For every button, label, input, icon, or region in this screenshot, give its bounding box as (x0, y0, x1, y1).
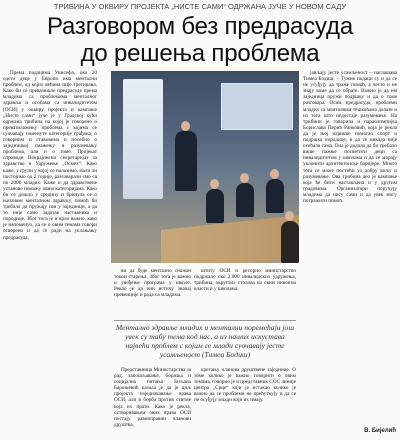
article-paragraph: кретању чланова друштвене заједнице. О томе колико је важно говорити о овим темама, говорио је и представник СОС линије центра „Срце“ који је истакао колико је важно да се проблеми не прећуткују и да се не осуђују млади који их имају. (194, 367, 296, 404)
seated-person-head (285, 211, 294, 221)
article-column-3-bottom (194, 367, 296, 429)
article-paragraph: јављају јесте усамљеност – наглашава Тимеа Бодиш. – Тужно подаци су и да се не усуђују да траже помоћ, а често и не знају коме да се обрате. Важно је да им заједница пружи подршку и да о томе разговара. Осим предрасуда, проблеми младих са менталним тешкоћама долазе и из тога што недостаје разумевање. На трибини је говорила и параолимпијка Борислава Перић Ранковић, која је рекла да је њој највише помогао спорт и подршка породице, и да се никада није осећала сама. Она је додала да би требало више пажње посветити деци са инвалидитетом у школама и да се морају уклонити архитектонске баријере. Много тога се може постићи уз добру вољу и разумевање. Ова трибина део је кампање која ће бити настављена и у другим градовима. Организатори поручују младима да нису сами и да увек могу потражити помоћ. (303, 70, 397, 204)
article-column-2-bottom (114, 367, 191, 429)
article-paragraph: Представница Министарства за рад, запошљавање, борачка и социјална питања Биљана Барошевић казала је да је циљ пројекта изједначавање права ОСИ, али и борба против стигме која их прати. Како је рекла, остваривањем ових права ОСИ постају равноправни чланови друштва. (114, 367, 191, 428)
seated-person (281, 221, 299, 263)
pull-quote: Ментално здравље младих и ментални поремећаји још увек су табу тема код нас, а из наших искустава највећи проблем с којим се млади суочавају јесте усамљеност (Тимеа Бодиш) (114, 320, 296, 367)
article-paragraph: Према подацима Унисефа, око 20 одсто деце у Европи има ментални проблем, од којих већина није третирана. Како би се превазишле предрасуде према младима са проблемима менталног здравља и особама са инвалидитетом (ОСИ) у оквиру пројекта и кампање „Нисте сами“ јуче је у Градској кући одржана трибина на којој је говорено о превазилажењу проблема с којима се суочавају поменуте категорије грађана, о говорним и ставовима и посебно о заједничкој смањењу и разумевању проблема, али и о томе. Пројекат спроводи Покрајински секретаријат за здравство и Удружење „Осмех“. Како каже, у групи у којој се налазимо, мали ли постојимо од 2 годије, разговарали смо са по 2000 младих. Каже и да здравствене установе помажу овим категоријама. Како би се дошло у средину и бринула се о њиховом менталном здрављу, помоћ би требало да пружају сви у заједници, а да то није само задатак наставника и породице. Због тога је и врло важно, како је напоменуо, да се о овим темама говори отворено и да се ради на уклањању предрасуда. (3, 70, 97, 241)
article-paragraph: штиту ОСИ и ресорно министарство подржало око 2.000 инвалидских удружења, трибина, округлих столова на свим нивоима власти и у школама. (194, 268, 296, 293)
article-column-2-top (114, 268, 191, 316)
speaker-head (181, 121, 190, 131)
article-column-4 (303, 70, 397, 422)
seated-person-head (240, 173, 249, 183)
article-photo (111, 71, 299, 263)
seated-person-head (210, 179, 219, 189)
seated-person (266, 179, 284, 213)
article-paragraph: ви да буде ментално снажан током старења. Због тога је важно и увођење програма у школе. Рекао је да они истичу значај превенције и рада са младима. (114, 268, 191, 299)
speaker-figure (175, 131, 197, 191)
projection-screen (221, 83, 293, 130)
event-banner (123, 79, 163, 199)
headline-line-2: до решења проблема (80, 40, 320, 67)
article-column-3-top (194, 268, 296, 316)
headline-line-1: Разговором без предрасуда (47, 13, 353, 40)
headline (0, 13, 400, 67)
byline: В. Бијелић (364, 428, 396, 434)
article-column-1 (3, 70, 97, 428)
seated-person (206, 189, 224, 223)
seated-person (236, 183, 254, 217)
conference-table (161, 212, 299, 263)
seated-person-head (270, 169, 279, 179)
section-kicker: ТРИБИНА У ОКВИРУ ПРОЈЕКТА „НИСТЕ САМИ“ ОДРЖАНА ЈУЧЕ У НОВОМ САДУ (53, 2, 347, 11)
